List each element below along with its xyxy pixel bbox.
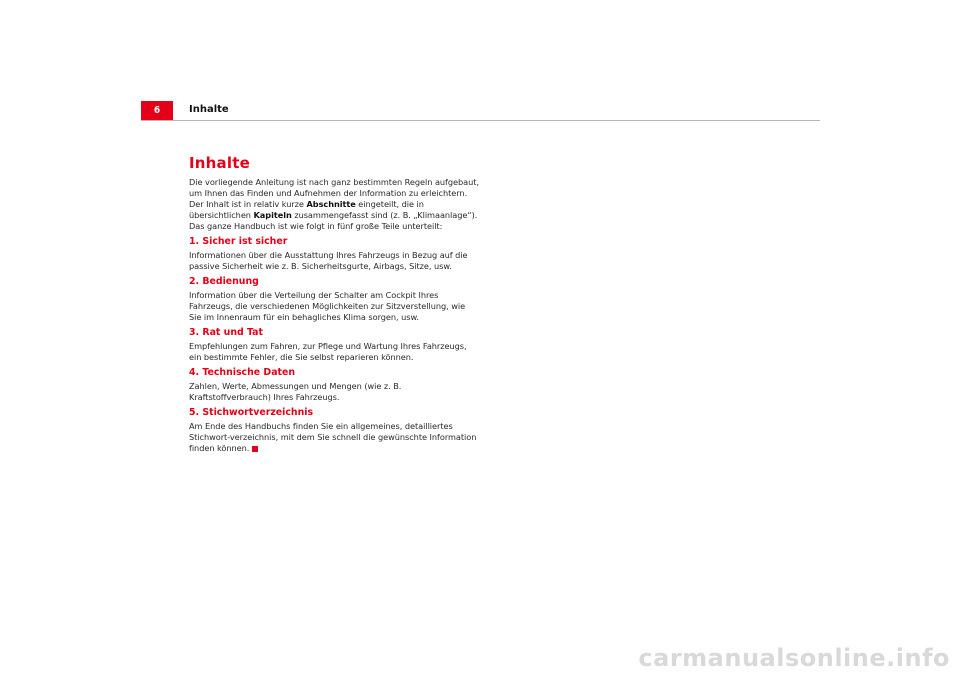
section-end-marker-icon <box>252 446 258 452</box>
intro-text-1: Die vorliegende Anleitung ist nach ganz bestimmten Regeln aufgebaut, um Ihnen das Finden und Aufnehmen der Information zu erleichtern. Der Inhalt ist in relativ kurze <box>189 177 479 209</box>
section-heading-technische-daten: 4. Technische Daten <box>189 367 296 378</box>
section-heading-stichwortverzeichnis: 5. Stichwortverzeichnis <box>189 407 314 418</box>
section-text-rat-und-tat: Empfehlungen zum Fahren, zur Pflege und Wartung Ihres Fahrzeugs, ein bestimmte Fehler, die Sie selbst reparieren können. <box>189 341 467 362</box>
section-text-stichwortverzeichnis <box>189 421 479 454</box>
page-number: 6 <box>141 101 173 120</box>
section-text-sicher: Informationen über die Ausstattung Ihres Fahrzeugs in Bezug auf die passive Sicherheit wie z. B. Sicherheitsgurte, Airbags, Sitze, usw. <box>189 250 468 271</box>
section-text-technische-daten: Zahlen, Werte, Abmessungen und Mengen (wie z. B. Kraftstoffverbrauch) Ihres Fahrzeugs. <box>189 381 402 402</box>
section-heading-bedienung: 2. Bedienung <box>189 276 259 287</box>
section-text-stichwortverzeichnis-body: Am Ende des Handbuchs finden Sie ein allgemeines, detailliertes Stichwort-verzeichnis, mit dem Sie schnell die gewünschte Information finden können. <box>189 421 477 453</box>
main-content <box>189 154 479 454</box>
intro-paragraph <box>189 177 479 232</box>
section-heading-sicher: 1. Sicher ist sicher <box>189 236 288 247</box>
header-title: Inhalte <box>189 104 229 115</box>
watermark: carmanualsonline.info <box>638 644 950 672</box>
section-heading-rat-und-tat: 3. Rat und Tat <box>189 327 263 338</box>
page-heading: Inhalte <box>189 154 250 172</box>
intro-text-3: zusammengefasst sind (z. B. „Klimaanlage“). Das ganze Handbuch ist wie folgt in fünf große Teile unterteilt: <box>189 210 478 231</box>
header-divider <box>141 120 820 121</box>
intro-bold-abschnitte: Abschnitte <box>306 199 356 209</box>
section-text-bedienung: Information über die Verteilung der Schalter am Cockpit Ihres Fahrzeugs, die verschiedenen Möglichkeiten zur Sitzverstellung, wie Sie im Innenraum für ein behagliches Klima sorgen, usw. <box>189 290 466 322</box>
intro-bold-kapiteln: Kapiteln <box>253 210 292 220</box>
intro-text-2: eingeteilt, die in übersichtlichen <box>189 199 424 220</box>
